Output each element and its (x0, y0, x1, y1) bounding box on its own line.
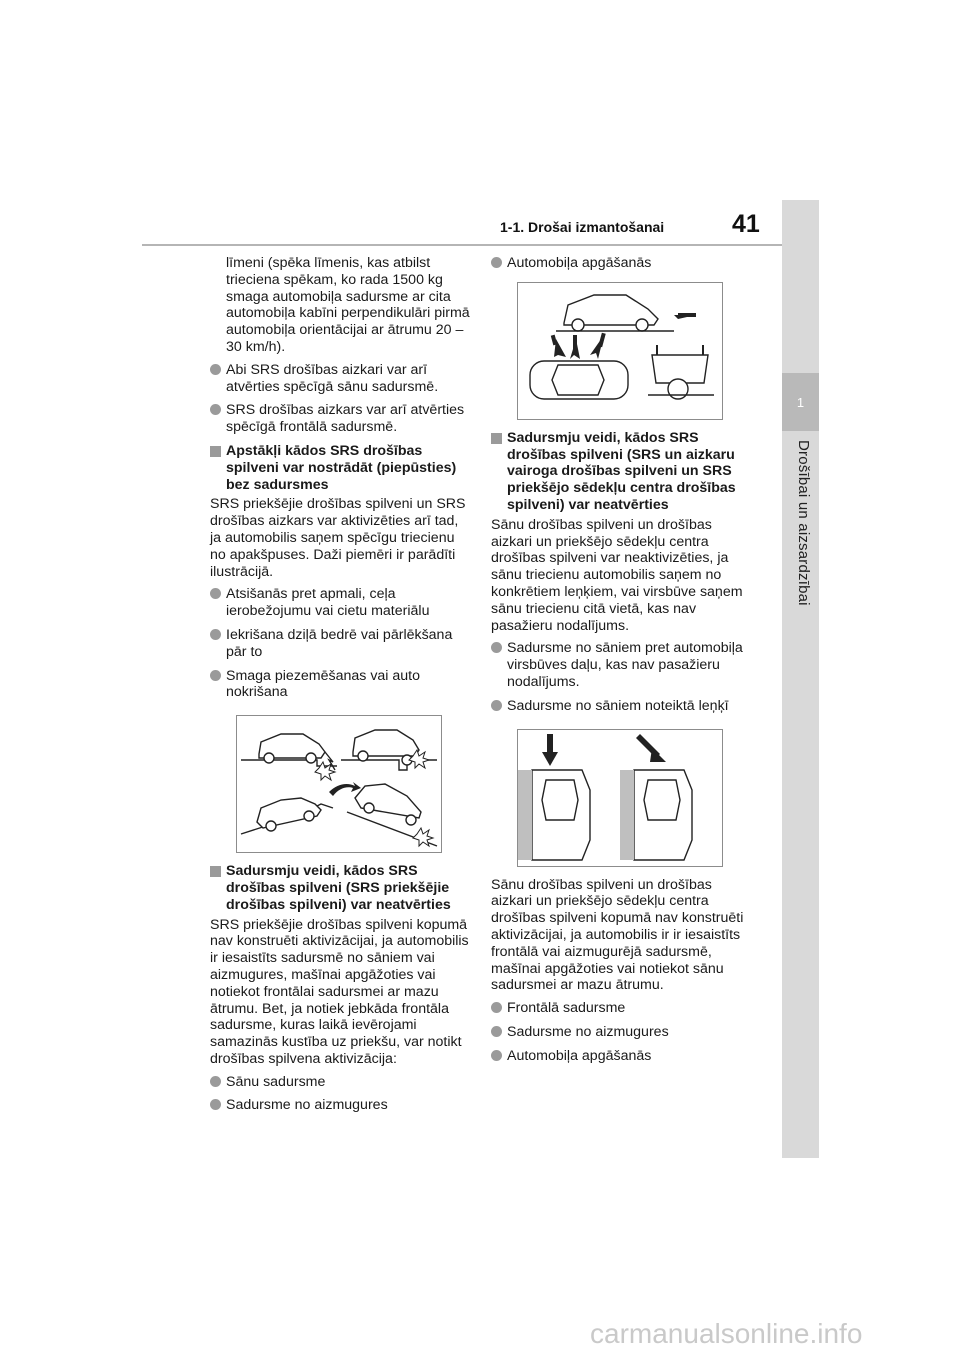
page-number: 41 (732, 210, 760, 238)
chapter-number: 1 (782, 373, 819, 431)
left-column (210, 255, 472, 1121)
bullet-icon (491, 257, 502, 268)
paragraph: Sānu drošības spilveni un drošības aizkari un priekšējo sēdekļu centra drošības spilveni kopumā nav konstruēti aktivizācijai, ja automobilis ir ir iesaistīts frontālā vai aizmugurējā sadursmē, mašīnai apgāžoties vai notiekot sānu sadursmei ar mazu ātrumu. (491, 876, 744, 994)
side-impact-angle-illustration (517, 729, 723, 867)
list-item: Iekrišana dziļā bedrē vai pārlēkšana pār to (210, 627, 472, 661)
bullet-icon (210, 629, 221, 640)
section-title: 1-1. Drošai izmantošanai (500, 219, 665, 235)
car-rollover-drawing (518, 283, 722, 419)
square-bullet-icon (491, 433, 502, 444)
list-item: Automobiļa apgāšanās (491, 255, 753, 272)
list-item: Smaga piezemēšanas vai auto nokrišana (210, 668, 472, 702)
car-underbody-impact-drawing (237, 716, 441, 852)
header-divider (142, 244, 782, 246)
bullet-icon (491, 1050, 502, 1061)
underbody-impact-illustration (236, 715, 442, 853)
list-item: Sadursme no aizmugures (210, 1097, 472, 1114)
section-heading: Sadursmju veidi, kādos SRS drošības spilveni (SRS un aizkaru vairoga drošības spilveni un SRS priekšējo sēdekļu centra drošības spilveni) var neatvērties (491, 430, 753, 514)
bullet-icon (491, 700, 502, 711)
bullet-icon (491, 1026, 502, 1037)
list-item: Sānu sadursme (210, 1074, 472, 1091)
car-side-impact-drawing (518, 730, 722, 866)
list-item: Automobiļa apgāšanās (491, 1048, 753, 1065)
section-heading: Apstākļi kādos SRS drošības spilveni var nostrādāt (piepūsties) bez sadursmes (210, 443, 472, 493)
bullet-icon (210, 1099, 221, 1110)
list-item: SRS drošības aizkars var arī atvērties spēcīgā frontālā sadursmē. (210, 402, 472, 436)
bullet-icon (491, 1002, 502, 1013)
list-item: Abi SRS drošības aizkari var arī atvērties spēcīgā sānu sadursmē. (210, 362, 472, 396)
section-heading: Sadursmju veidi, kādos SRS drošības spilveni (SRS priekšējie drošības spilveni) var neatvērties (210, 863, 472, 913)
bullet-icon (210, 670, 221, 681)
chapter-title: Drošībai un aizsardzībai (795, 440, 812, 606)
paragraph: SRS priekšējie drošības spilveni kopumā nav konstruēti aktivizācijai, ja automobilis ir iesaistīts sadursmē no sāniem vai aizmugures, mašīnai apgāžoties vai notiekot frontālai sadursmei ar mazu ātrumu. Bet, ja notiek jebkāda frontāla sadursme, kuras laikā ievērojami samazinās kustība uz priekšu, var notikt drošības spilvena aktivizācija: (210, 916, 469, 1067)
bullet-icon (210, 1076, 221, 1087)
bullet-icon (210, 404, 221, 415)
paragraph: Sānu drošības spilveni un drošības aizkari un priekšējo sēdekļu centra drošības spilveni var neaktivizēties, ja sānu triecienu automobilis saņem no konkrētiem leņķiem, vai virsbūve saņem sānu triecienu citā vietā, kas nav pasažieru nodalījums. (491, 516, 743, 634)
list-item: Sadursme no sāniem pret automobiļa virsbūves daļu, kas nav pasažieru nodalījums. (491, 640, 753, 690)
bullet-icon (491, 642, 502, 653)
list-item: Atsišanās pret apmali, ceļa ierobežojumu vai cietu materiālu (210, 586, 472, 620)
list-item: Sadursme no aizmugures (491, 1024, 753, 1041)
bullet-icon (210, 588, 221, 599)
continued-text: līmeni (spēka līmenis, kas atbilst trieciena spēkam, ko rada 1500 kg smaga automobiļa sadursme ar cita automobiļa kabīni perpendikulāri pirmā automobiļa orientācijai ar ātrumu 20 – 30 km/h). (226, 255, 470, 355)
list-item: Sadursme no sāniem noteiktā leņķī (491, 698, 753, 715)
square-bullet-icon (210, 866, 221, 877)
square-bullet-icon (210, 446, 221, 457)
paragraph: SRS priekšējie drošības spilveni un SRS drošības aizkars var aktivizēties arī tad, ja automobilis saņem spēcīgu triecienu no apakšpuses. Daži piemēri ir parādīti ilustrācijā. (210, 496, 466, 580)
watermark: carmanualsonline.info (590, 1318, 863, 1349)
bullet-icon (210, 364, 221, 375)
list-item: Frontālā sadursme (491, 1000, 753, 1017)
right-column (491, 255, 753, 1072)
rollover-illustration (517, 282, 723, 420)
